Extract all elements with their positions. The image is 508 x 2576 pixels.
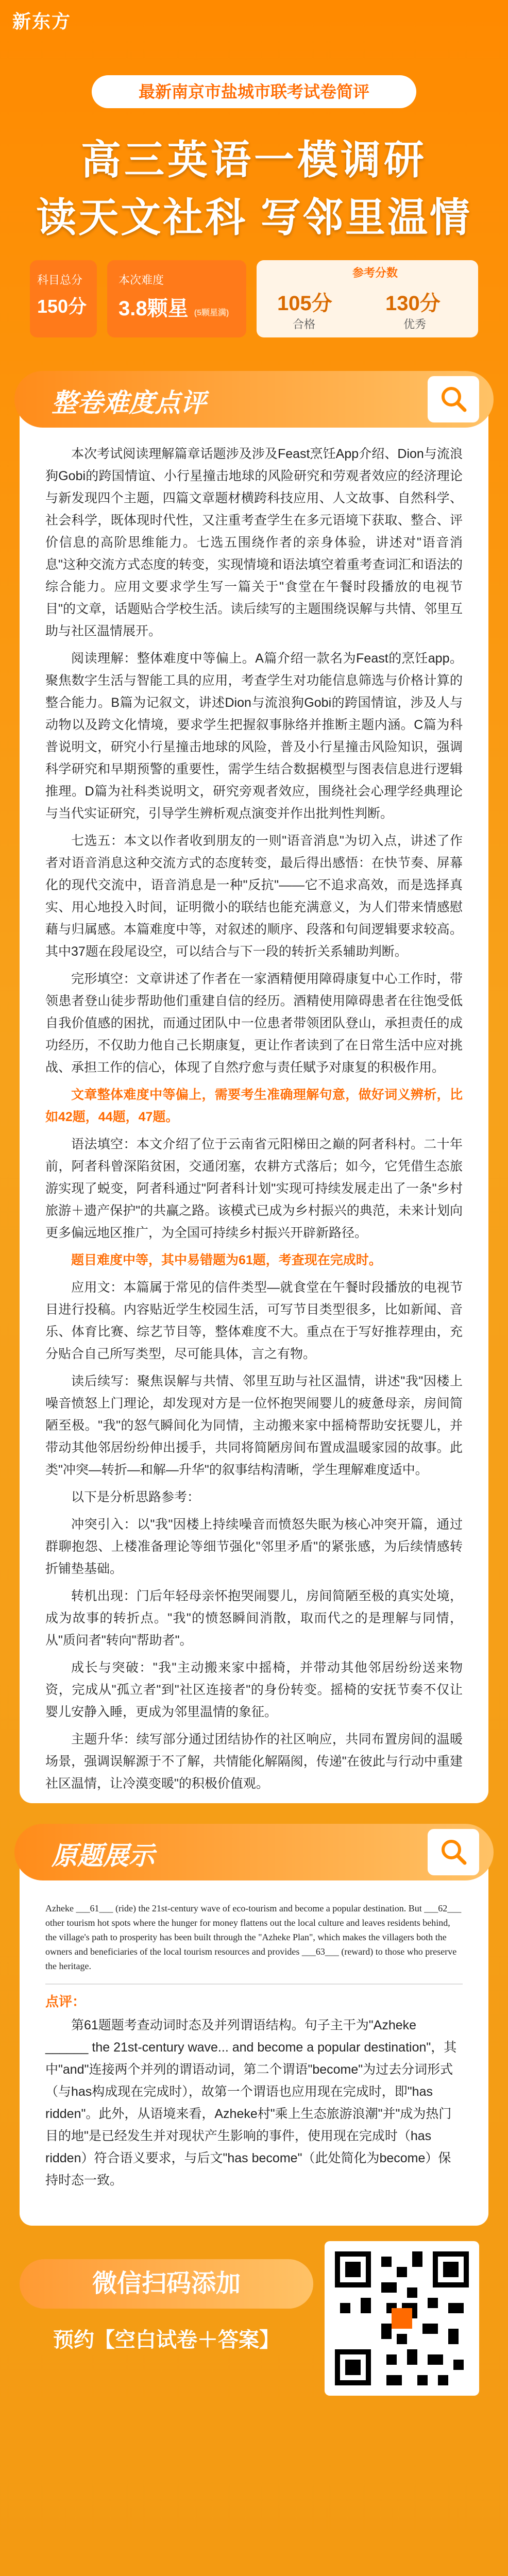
review-paragraph: 阅读理解：整体难度中等偏上。A篇介绍一款名为Feast的烹饪app。聚焦数字生活与智能工具的应用，考查学生对功能信息筛选与价格计算的整合能力。B篇为记叙文，讲述Dion与流浪狗Gobi的跨国情谊，涉及人与动物以及跨文化情境，要求学生把握叙事脉络并推断主题内涵。C篇为科普说明文，研究小行星撞击地球的风险，普及小行星撞击风险知识，强调科学研究和早期预警的重要性，需学生结合数据模型与图表信息进行逻辑推理。D篇为社科类说明文，研究旁观者效应，围绕社会心理学经典理论与当代实证研究，引导学生辨析观点演变并作出批判性判断。	[45, 651, 463, 821]
review-paragraph: 冲突引入：以"我"因楼上持续噪音而愤怒失眠为核心冲突开篇，通过群聊抱怨、上楼准备理论等细节强化"邻里矛盾"的紧张感，为后续情感转折铺垫基础。	[45, 1517, 463, 1576]
brand-logo: 新东方	[12, 11, 72, 32]
difficulty-label: 本次难度	[118, 274, 164, 286]
comment-label: 点评：	[45, 1994, 86, 2009]
review-paragraph: 文章整体难度中等偏上，需要考生准确理解句意，做好词义辨析，比如42题，44题，47题。	[45, 1088, 463, 1124]
pass-score: 105分	[277, 292, 332, 315]
reference-label: 参考分数	[352, 266, 398, 279]
main-title-line2: 读天文社科 写邻里温情	[36, 195, 472, 240]
search-icon	[439, 1837, 468, 1866]
total-score-label: 科目总分	[37, 274, 83, 286]
excellent-score: 130分	[385, 292, 441, 315]
subtitle-pill: 最新南京市盐城市联考试卷简评	[92, 75, 416, 108]
comment-paragraph: 第61题题考查动词时态及并列谓语结构。句子主干为"Azheke ______ the 21st-century wave... and become a popular destination"，其中"and"连接两个并列的谓语动词，第二个谓语"become"为过去分词形式（与has构成现在完成时），故第一个谓语也应用现在完成时，即"has ridden"。此外，从语境来看，Azheke村"乘上生态旅游浪潮"并"成为热门目的地"是已经发生并对现状产生影响的事件，使用现在完成时（has ridden）符合语义要求，与后文"has become"（此处简化为become）保持时态一致。	[45, 2018, 457, 2188]
pass-label: 合格	[293, 318, 316, 331]
qr-code-icon	[325, 2241, 479, 2396]
review-paragraph: 七选五：本文以作者收到朋友的一则"语音消息"为切入点，讲述了作者对语音消息这种交流方式的态度转变，最后得出感悟：在快节奏、屏幕化的现代交流中，语音消息是一种"反抗"——它不追求高效，而是选择真实、用心地投入时间，证明微小的联结也能充满意义，为人们带来情感慰藉与归属感。本篇难度中等，对叙述的顺序、段落和句间逻辑要求较高。其中37题在段尾设空，可以结合与下一段的转折关系辅助判断。	[45, 834, 463, 959]
section-header	[14, 371, 494, 428]
review-paragraph: 题目难度中等，其中易错题为61题，考查现在完成时。	[71, 1253, 382, 1267]
reference-score-card	[257, 260, 478, 337]
review-paragraph: 完形填空：文章讲述了作者在一家酒精便用障碍康复中心工作时，带领患者登山徒步帮助他们重建自信的经历。酒精使用障碍患者在往饱受低自我价值感的困扰，而通过团队中一位患者带领团队登山，承担责任的成功经历，不仅助力他自己长期康复，更让作者读到了在日常生活中应对挑战、承担工作的信心，体现了自然疗愈与责任赋予对康复的积极作用。	[45, 972, 463, 1075]
difficulty-card	[107, 260, 246, 337]
qr-code[interactable]	[325, 2241, 479, 2396]
review-paragraph: 读后续写：聚焦误解与共情、邻里互助与社区温情，讲述"我"因楼上噪音愤怒上门理论，却发现对方是一位怀抱哭闹婴儿的疲惫母亲，房间简陋至极。"我"的怒气瞬间化为同情，主动搬来家中摇椅帮助安抚婴儿，并带动其他邻居纷纷伸出援手，共同将简陋房间布置成温暖家园的故事。此类"冲突—转折—和解—升华"的叙事结构清晰，学生理解难度适中。	[45, 1374, 463, 1477]
difficulty-stars: 3.8颗星	[118, 297, 189, 320]
total-score-card	[30, 260, 97, 337]
search-button[interactable]	[428, 376, 479, 422]
section-title: 原题展示	[52, 1841, 155, 1870]
main-title-line1: 高三英语一模调研	[80, 137, 427, 182]
stats-bar	[30, 260, 478, 337]
search-icon	[439, 384, 468, 413]
original-question-section	[20, 1834, 488, 2226]
review-body	[45, 443, 463, 1800]
section-title: 整卷难度点评	[52, 388, 206, 417]
reserve-text: 预约【空白试卷＋答案】	[53, 2329, 280, 2351]
review-paragraph: 主题升华：续写部分通过团结协作的社区响应，共同布置房间的温暖场景，强调误解源于不了解，共情能化解隔阂，传递"在彼此与行动中重建社区温情，让冷漠变暖"的积极价值观。	[45, 1732, 463, 1791]
section-header	[14, 1824, 494, 1880]
review-paragraph: 以下是分析思路参考：	[71, 1490, 200, 1504]
difficulty-review-section	[20, 381, 488, 1803]
total-score-value: 150分	[37, 296, 87, 317]
search-button[interactable]	[428, 1829, 479, 1875]
review-paragraph: 成长与突破："我"主动搬来家中摇椅，并带动其他邻居纷纷送来物资，完成从"孤立者"到"社区连接者"的身份转变。摇椅的安抚节奏不仅让婴儿安静入睡，更成为邻里温情的象征。	[45, 1660, 463, 1719]
wechat-scan-button[interactable]: 微信扫码添加	[20, 2259, 313, 2309]
review-paragraph: 转机出现：门后年轻母亲怀抱哭闹婴儿，房间简陋至极的真实处境，成为故事的转折点。"我"的愤怒瞬间消散，取而代之的是理解与同情，从"质问者"转向"帮助者"。	[45, 1589, 463, 1648]
difficulty-note: (5颗星满)	[194, 309, 229, 317]
difficulty-value	[118, 292, 229, 321]
excellent-label: 优秀	[403, 318, 427, 331]
comment-text	[45, 2014, 463, 2192]
review-paragraph: 本次考试阅读理解篇章话题涉及涉及Feast烹饪App介绍、Dion与流浪狗Gobi的跨国情谊、小行星撞击地球的风险研究和劳观者效应的经济理论与新发现四个主题，四篇文章题材横跨科技应用、人文故事、自然科学、社会科学，既体现时代性，又注重考查学生在多元语境下获取、整合、评价信息的高阶思维能力。七选五围绕作者的亲身体验，讲述对"语音消息"这种交流方式态度的转变，实现情境和语法填空着重考查词汇和语法的综合能力。应用文要求学生写一篇关于"食堂在午餐时段播放的电视节目"的文章，话题贴合学校生活。读后续写的主题围绕误解与共情、邻里互助与社区温情展开。	[45, 447, 463, 638]
original-text: Azheke ___61___ (ride) the 21st-century wave of eco-tourism and become a popular destination. But ___62___ other tourism hot spots where the hunger for money flattens out the local culture and leaves residents behind, the village's path to prosperity has been built through the "Azheke Plan", which makes the villagers both the owners and beneficiaries of the local tourism resources and provides ___63___ (reward) to those who preserve the heritage.	[45, 1901, 463, 1985]
review-paragraph: 语法填空：本文介绍了位于云南省元阳梯田之巅的阿者科村。二十年前，阿者科曾深陷贫困，交通闭塞，农耕方式落后；如今，它凭借生态旅游实现了蜕变，阿者科通过"阿者科计划"实现可持续发展走出了一条"乡村旅游＋遗产保护"的共赢之路。该模式已成为乡村振兴的典范，未来计划向更多偏远地区推广，为全国可持续乡村振兴开辟新路径。	[45, 1137, 463, 1240]
review-paragraph: 应用文：本篇属于常见的信件类型—就食堂在午餐时段播放的电视节目进行投稿。内容贴近学生校园生活，可写节目类型很多，比如新闻、音乐、体育比赛、综艺节目等，整体难度不大。重点在于写好推荐理由，充分贴合自己所写类型，尽可能具体，言之有物。	[45, 1280, 463, 1361]
